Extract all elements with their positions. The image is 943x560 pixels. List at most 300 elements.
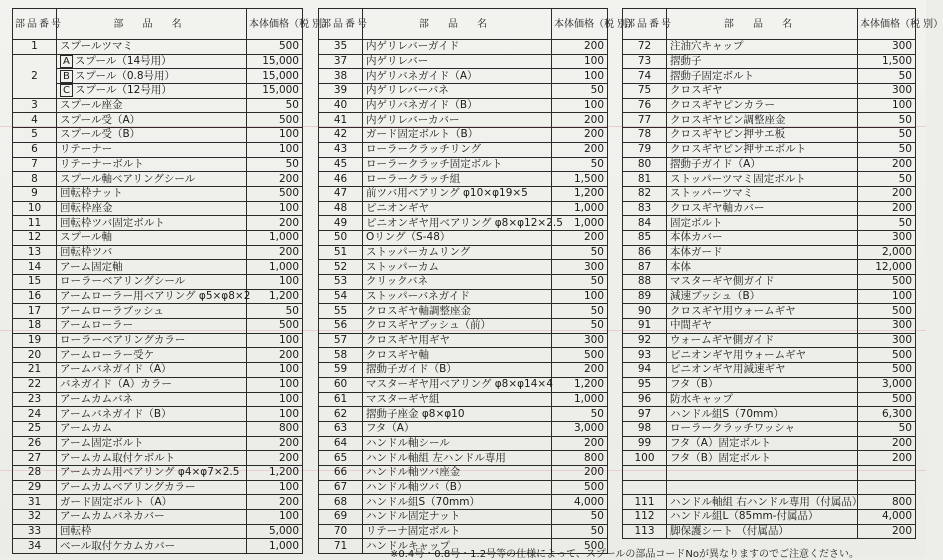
part-number: 95 [623,377,667,392]
part-number: 28 [13,465,57,480]
part-price: 1,000 [247,230,303,245]
part-price: 1,000 [552,392,608,407]
part-number: 16 [13,289,57,304]
table-row [623,54,916,69]
parts-table-3 [622,8,943,539]
header-name: 部 品 名 [57,9,247,40]
table-row [319,186,608,201]
part-price: 200 [552,436,608,451]
part-name: ハンドル軸ツバ座金 [363,465,552,480]
part-number: 8 [13,172,57,187]
part-number: 112 [623,510,667,525]
table-row [623,289,916,304]
part-price: 500 [552,348,608,363]
part-number: 17 [13,304,57,319]
part-price: 5,000 [247,524,303,539]
part-name: ローラークラッチワッシャ [667,421,858,436]
part-price: 500 [247,319,303,334]
table-row [319,363,608,378]
table-row [13,495,303,510]
table-header [13,9,303,40]
table-row [13,348,303,363]
part-name: クリックバネ [363,275,552,290]
part-price: 500 [858,348,916,363]
part-number: 98 [623,421,667,436]
part-name: 減速ブッシュ（B） [667,289,858,304]
part-number: 31 [13,495,57,510]
part-name: リテーナ固定ボルト [363,524,552,539]
part-price: 200 [552,128,608,143]
part-price: 1,200 [552,186,608,201]
table-row [13,113,303,128]
part-name: 内ゲリレバーカバー [363,113,552,128]
table-row [623,275,916,290]
part-name: ハンドル組S（70mm） [363,495,552,510]
part-name [57,84,247,99]
part-name: スプールツマミ [57,40,247,55]
table-row [13,186,303,201]
part-name: ローラークラッチリング [363,142,552,157]
table-row [13,230,303,245]
part-price: 100 [247,392,303,407]
part-price: 200 [247,495,303,510]
part-number: 41 [319,113,363,128]
table-row [319,142,608,157]
part-name: 本体 [667,260,858,275]
part-name: 回転枠 [57,524,247,539]
part-number: 22 [13,377,57,392]
part-number: 80 [623,157,667,172]
part-number: 62 [319,407,363,422]
part-price: 50 [552,84,608,99]
part-number: 3 [13,98,57,113]
part-name: 脚保護シート （付属品） [667,524,858,539]
part-number: 94 [623,363,667,378]
part-name: クロスギヤピンカラー [667,98,858,113]
part-name: 注油穴キャップ [667,40,858,55]
part-number: 53 [319,275,363,290]
table-row [13,260,303,275]
part-number [623,480,667,495]
part-price: 100 [247,510,303,525]
part-price: 500 [858,363,916,378]
part-name: ハンドル軸ツバ（B） [363,480,552,495]
part-price: 50 [247,98,303,113]
part-price: 200 [247,172,303,187]
part-name: 内ゲリバネガイド（B） [363,98,552,113]
part-name: アームローラー受ケ [57,348,247,363]
part-number: 57 [319,333,363,348]
part-price: 100 [858,98,916,113]
table-row [13,465,303,480]
part-name: アームカム [57,421,247,436]
part-number: 1 [13,40,57,55]
part-number: 46 [319,172,363,187]
part-price: 6,300 [858,407,916,422]
part-number: 52 [319,260,363,275]
part-name: アームカムベアリングカラー [57,480,247,495]
part-number: 67 [319,480,363,495]
part-name: クロスギヤ用ウォームギヤ [667,304,858,319]
part-number: 70 [319,524,363,539]
part-price: 15,000 [247,54,303,69]
table-row [13,245,303,260]
part-number: 66 [319,465,363,480]
part-name: 内ゲリレバー [363,54,552,69]
part-number: 14 [13,260,57,275]
part-number: 6 [13,142,57,157]
part-number: 24 [13,407,57,422]
part-price: 50 [858,69,916,84]
table-row [623,201,916,216]
part-number: 18 [13,319,57,334]
part-price: 50 [552,524,608,539]
part-number: 96 [623,392,667,407]
part-name: リテーナー [57,142,247,157]
table-row [319,436,608,451]
part-name: アームバネガイド（B） [57,407,247,422]
part-number: 86 [623,245,667,260]
part-name: スプール軸 [57,230,247,245]
part-number: 73 [623,54,667,69]
part-price: 1,200 [247,465,303,480]
table-row [13,392,303,407]
table-row [319,304,608,319]
part-number: 45 [319,157,363,172]
part-number: 4 [13,113,57,128]
table-row [319,524,608,539]
table-row [623,363,916,378]
part-name: ピニオンギヤ [363,201,552,216]
part-number: 78 [623,128,667,143]
part-number: 85 [623,230,667,245]
part-price: 50 [552,407,608,422]
part-price: 200 [858,186,916,201]
part-price: 3,000 [858,377,916,392]
variant-tag: C [60,84,73,97]
part-number: 20 [13,348,57,363]
part-number: 26 [13,436,57,451]
table-row [623,407,916,422]
header-no: 部品番号 [319,9,363,40]
part-number: 37 [319,54,363,69]
part-price: 200 [247,436,303,451]
table-row [319,157,608,172]
part-price: 300 [552,260,608,275]
part-price: 300 [858,230,916,245]
part-name: ローラーベアリングシール [57,275,247,290]
part-name: クロスギヤ軸 [363,348,552,363]
part-name: ストッパーツマミ固定ボルト [667,172,858,187]
part-number: 89 [623,289,667,304]
table-row [319,201,608,216]
part-name: ハンドル軸シール [363,436,552,451]
header-name: 部 品 名 [363,9,552,40]
table-row [319,348,608,363]
part-name: 中間ギヤ [667,319,858,334]
part-price: 500 [247,186,303,201]
part-name: 摺動子 [667,54,858,69]
part-number: 76 [623,98,667,113]
table-row [13,289,303,304]
part-name: フタ（A）固定ボルト [667,436,858,451]
table-row [623,333,916,348]
part-price: 500 [247,40,303,55]
part-price: 800 [247,421,303,436]
part-number: 19 [13,333,57,348]
table-row [319,333,608,348]
part-name: アームカムバネ [57,392,247,407]
part-price: 800 [552,451,608,466]
part-name: ベール取付ケカムカバー [57,539,247,554]
part-name: ストッパーカムリング [363,245,552,260]
part-number: 60 [319,377,363,392]
table-row [319,98,608,113]
table-row [13,333,303,348]
part-number: 100 [623,451,667,466]
part-name: ハンドル組L（85mm-付属品） [667,510,858,525]
table-row [623,142,916,157]
part-name: ローラークラッチ固定ボルト [363,157,552,172]
parts-table-2 [318,8,638,554]
table-row [623,510,916,525]
part-name: スプール座金 [57,98,247,113]
part-price: 50 [552,510,608,525]
part-name: 本体カバー [667,230,858,245]
variant-name: スプール（14号用） [74,55,172,68]
part-price: 50 [552,245,608,260]
table-row [319,319,608,334]
part-price: 200 [858,157,916,172]
part-number: 97 [623,407,667,422]
part-number: 49 [319,216,363,231]
part-price: 1,200 [552,377,608,392]
table-row [13,69,303,84]
part-name: アームローラー [57,319,247,334]
table-row [623,304,916,319]
part-price: 200 [858,451,916,466]
table-row [623,98,916,113]
part-price: 100 [247,407,303,422]
table-row [623,186,916,201]
part-number: 5 [13,128,57,143]
table-row [13,510,303,525]
part-price: 100 [247,142,303,157]
table-header [623,9,916,40]
part-number: 72 [623,40,667,55]
part-number [623,465,667,480]
part-price: 3,000 [552,421,608,436]
part-number: 21 [13,363,57,378]
table-row [623,69,916,84]
header-price: 本体価格（税 別） [247,9,303,40]
table-row [319,40,608,55]
part-name: ガード固定ボルト（A） [57,495,247,510]
part-number: 43 [319,142,363,157]
part-price: 200 [552,142,608,157]
part-number: 69 [319,510,363,525]
table-row [13,407,303,422]
table-row [623,421,916,436]
part-name: 内ゲリレバーバネ [363,84,552,99]
table-row [319,84,608,99]
part-price: 300 [858,319,916,334]
part-number: 15 [13,275,57,290]
part-price: 500 [858,392,916,407]
table-row [623,465,916,480]
part-number: 64 [319,436,363,451]
part-name: 本体ガード [667,245,858,260]
part-name: 回転枠座金 [57,201,247,216]
table-row [13,157,303,172]
part-name: ピニオンギヤ用ウォームギヤ [667,348,858,363]
part-price: 100 [552,98,608,113]
part-number: 99 [623,436,667,451]
part-number: 87 [623,260,667,275]
part-name: アームバネガイド（A） [57,363,247,378]
table-row [623,113,916,128]
part-number: 40 [319,98,363,113]
table-row [319,451,608,466]
table-row [13,377,303,392]
part-price: 300 [858,40,916,55]
part-number: 63 [319,421,363,436]
table-row [319,407,608,422]
part-price: 50 [552,157,608,172]
header-name: 部 品 名 [667,9,858,40]
part-number: 47 [319,186,363,201]
part-name: クロスギヤピン押サエ板 [667,128,858,143]
part-number: 82 [623,186,667,201]
part-price: 200 [247,216,303,231]
table-row [319,275,608,290]
table-row [319,113,608,128]
part-price: 800 [858,495,916,510]
part-number: 65 [319,451,363,466]
table-row [623,319,916,334]
table-row [623,451,916,466]
part-price: 500 [552,480,608,495]
part-number: 29 [13,480,57,495]
table-row [623,348,916,363]
table-row [13,172,303,187]
part-name: フタ（B） [667,377,858,392]
table-header [319,9,608,40]
part-number: 50 [319,230,363,245]
table-row [623,260,916,275]
variant-tag: B [60,70,73,83]
part-price: 300 [552,333,608,348]
part-number: 23 [13,392,57,407]
part-price: 1,500 [858,54,916,69]
part-price: 1,500 [552,172,608,187]
part-name: ローラーベアリングカラー [57,333,247,348]
part-price: 15,000 [247,84,303,99]
part-name: ハンドル軸組 右ハンドル専用（付属品） [667,495,858,510]
part-number: 88 [623,275,667,290]
part-price: 50 [552,275,608,290]
table-row [13,275,303,290]
part-number: 111 [623,495,667,510]
table-row [13,421,303,436]
part-price: 1,200 [247,289,303,304]
table-row [319,289,608,304]
part-price: 50 [858,128,916,143]
part-price: 12,000 [858,260,916,275]
part-price: 100 [858,289,916,304]
footnote: ※0.4号・0.8号・1.2号等の仕様によって、スプールの部品コードNoが異なりますのでご注意ください。 [390,549,859,560]
table-row [623,495,916,510]
table-row [623,524,916,539]
table-row [319,245,608,260]
part-name [57,69,247,84]
part-name: マスターギヤ側ガイド [667,275,858,290]
part-number: 27 [13,451,57,466]
table-row [13,480,303,495]
part-number: 58 [319,348,363,363]
part-price: 100 [552,54,608,69]
part-number: 51 [319,245,363,260]
part-price: 100 [247,333,303,348]
part-name: クロスギヤピン調整座金 [667,113,858,128]
table-row [13,98,303,113]
part-price: 50 [247,157,303,172]
part-price: 200 [552,113,608,128]
part-number: 81 [623,172,667,187]
table-row [13,363,303,378]
part-name: マスターギヤ用ベアリング φ8×φ14×4 [363,377,552,392]
part-price: 50 [858,172,916,187]
table-row [623,245,916,260]
part-name: ストッパーバネガイド [363,289,552,304]
part-price: 500 [858,275,916,290]
table-row [319,69,608,84]
part-number: 54 [319,289,363,304]
part-number: 25 [13,421,57,436]
header-price: 本体価格（税 別） [858,9,916,40]
part-price: 1,000 [552,216,608,231]
part-price: 300 [858,84,916,99]
table-row [319,260,608,275]
table-row [623,40,916,55]
part-name: 内ゲリレバーガイド [363,40,552,55]
table-row [623,172,916,187]
part-name: 回転枠ツバ固定ボルト [57,216,247,231]
table-row [13,216,303,231]
part-number: 12 [13,230,57,245]
part-name: アームカム取付ケボルト [57,451,247,466]
part-name: スプール受（A） [57,113,247,128]
table-row [623,128,916,143]
part-price: 200 [858,201,916,216]
part-name: アームカムバネカバー [57,510,247,525]
part-price: 200 [552,465,608,480]
part-name: クロスギヤ用ギヤ [363,333,552,348]
part-name: クロスギヤ [667,84,858,99]
part-number: 10 [13,201,57,216]
part-name: 回転枠ツバ [57,245,247,260]
part-name: ハンドル組S（70mm） [667,407,858,422]
part-price: 100 [247,201,303,216]
part-number: 113 [623,524,667,539]
part-price: 100 [247,128,303,143]
part-price: 50 [552,319,608,334]
table-row [319,128,608,143]
table-row [319,510,608,525]
table-row [623,377,916,392]
table-row [13,84,303,99]
part-number: 38 [319,69,363,84]
